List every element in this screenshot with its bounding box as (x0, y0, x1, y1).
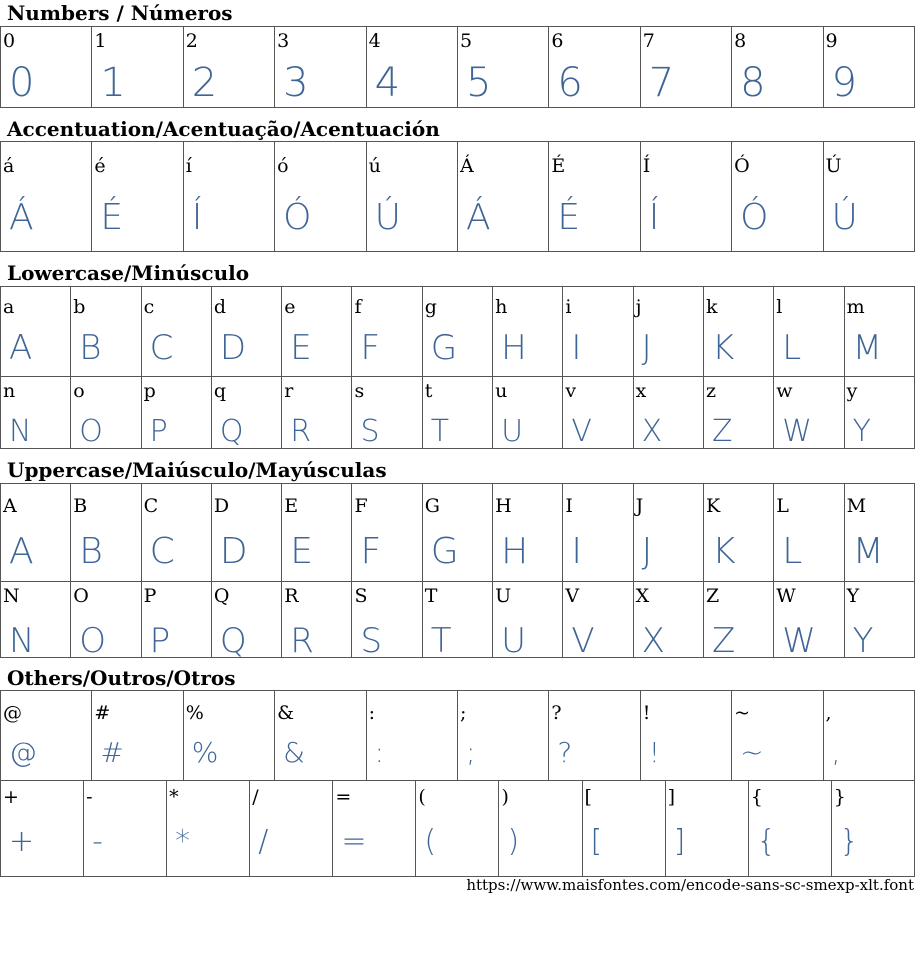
glyph-sample: W (782, 621, 816, 658)
glyph-key: x (635, 380, 647, 402)
glyph-cell-upper-b (71, 484, 141, 582)
glyph-key: k (705, 296, 718, 318)
glyph-sample: H (501, 531, 529, 572)
glyph-key: O (73, 585, 89, 607)
glyph-sample: V (571, 621, 595, 658)
glyph-cell-upper-v (563, 582, 633, 658)
glyph-cell-upper-k (703, 484, 773, 582)
glyph-cell-colon (366, 691, 457, 781)
glyph-cell-x (633, 377, 703, 449)
glyph-key: T (424, 585, 438, 607)
glyph-cell-w (774, 377, 844, 449)
glyph-sample: Ó (283, 197, 312, 238)
glyph-sample: N (9, 414, 32, 449)
glyph-key: N (3, 585, 20, 607)
glyph-sample: Z (711, 414, 733, 449)
glyph-sample: Í (648, 197, 660, 238)
glyph-sample: + (9, 824, 35, 859)
glyph-sample: U (501, 414, 524, 449)
glyph-sample: 4 (374, 60, 401, 106)
glyph-key: q (213, 380, 227, 402)
glyph-sample: Ó (740, 197, 769, 238)
glyph-cell-upper-s (352, 582, 422, 658)
glyph-key: - (86, 786, 93, 808)
glyph-cell-r (282, 377, 352, 449)
glyph-sample: Á (9, 197, 34, 238)
glyph-sample: F (360, 328, 381, 368)
glyph-key: Ó (734, 155, 750, 177)
glyph-key: j (635, 296, 642, 318)
glyph-key: v (565, 380, 577, 402)
glyph-key: u (495, 380, 508, 402)
glyph-sample: : (374, 736, 384, 769)
glyph-sample: X (641, 414, 663, 449)
glyph-sample: D (219, 328, 247, 368)
glyph-row (1, 484, 915, 582)
glyph-sample: H (501, 328, 527, 368)
glyph-key: ú (368, 155, 381, 177)
glyph-key: Y (846, 585, 860, 607)
glyph-sample: O (79, 621, 107, 658)
glyph-row (1, 142, 915, 252)
glyph-sample: 1 (100, 60, 126, 106)
glyph-row (1, 691, 915, 781)
glyph-cell-upper-n (1, 582, 71, 658)
glyph-sample: Á (465, 197, 491, 238)
glyph-cell-n (1, 377, 71, 449)
glyph-cell-ampersand (275, 691, 366, 781)
glyph-key: U (495, 585, 512, 607)
glyph-key: a (3, 296, 15, 318)
glyph-cell-uc1 (457, 142, 548, 252)
glyph-key: Q (213, 585, 230, 607)
glyph-key: F (354, 495, 368, 517)
glyph-key: 4 (368, 30, 381, 52)
glyph-cell-upper-g (422, 484, 492, 582)
glyph-cell-upper-q (211, 582, 281, 658)
glyph-key: 3 (277, 30, 290, 52)
glyph-sample: % (191, 736, 219, 769)
glyph-cell-semicolon (457, 691, 548, 781)
glyph-key: J (635, 495, 644, 517)
glyph-key: Á (459, 155, 474, 177)
glyph-cell-upper-w (774, 582, 844, 658)
glyph-key: R (284, 585, 299, 607)
glyph-cell-upper-t (422, 582, 492, 658)
glyph-sample: O (79, 414, 103, 449)
glyph-cell-upper-a (1, 484, 71, 582)
glyph-sample: * (175, 824, 191, 859)
glyph-cell-s (352, 377, 422, 449)
glyph-sample: B (79, 531, 103, 572)
glyph-sample: V (571, 414, 592, 449)
glyph-sample: G (430, 531, 459, 572)
glyph-cell-ue1 (1, 142, 92, 252)
glyph-cell-7 (640, 27, 731, 108)
glyph-sample: B (79, 328, 102, 368)
glyph-sample: 7 (648, 60, 675, 106)
glyph-sample: Q (219, 414, 244, 449)
glyph-cell-5 (457, 27, 548, 108)
glyph-sample: Ú (831, 197, 858, 238)
glyph-cell-h (493, 287, 563, 377)
glyph-sample: [ (590, 824, 603, 859)
glyph-key: X (635, 585, 650, 607)
glyph-key: h (495, 296, 508, 318)
glyph-sample: 8 (740, 60, 766, 106)
glyph-sample: { (756, 824, 776, 859)
glyph-cell-upper-o (71, 582, 141, 658)
glyph-key: w (776, 380, 793, 402)
glyph-key: & (277, 702, 295, 724)
glyph-sample: ( (424, 824, 437, 859)
glyph-sample: ~ (740, 736, 764, 769)
glyph-key: L (776, 495, 789, 517)
glyph-cell-3 (275, 27, 366, 108)
glyph-sample: & (283, 736, 306, 769)
glyph-key: } (833, 786, 846, 808)
glyph-key: P (143, 585, 157, 607)
glyph-sample: ) (507, 824, 520, 859)
glyph-sample: = (341, 824, 367, 859)
section-title-lowercase: Lowercase/Minúsculo (7, 261, 250, 285)
glyph-sample: Í (191, 197, 203, 238)
glyph-key: @ (3, 702, 22, 724)
glyph-key: C (143, 495, 159, 517)
glyph-sample: A (9, 531, 34, 572)
glyph-cell-ucd (640, 142, 731, 252)
glyph-sample: J (641, 531, 653, 572)
glyph-key: ] (667, 786, 676, 808)
glyph-sample: A (9, 328, 33, 368)
glyph-sample: 6 (557, 60, 583, 106)
glyph-key: d (213, 296, 227, 318)
glyph-cell-2 (183, 27, 274, 108)
glyph-key: : (368, 702, 375, 724)
glyph-cell-k (703, 287, 773, 377)
glyph-cell-question (549, 691, 640, 781)
glyph-sample: K (711, 328, 735, 368)
glyph-sample: U (501, 621, 526, 658)
glyph-sample: Z (711, 621, 736, 658)
numbers-table (0, 26, 915, 108)
glyph-cell-i (563, 287, 633, 377)
glyph-cell-uf3 (275, 142, 366, 252)
glyph-cell-upper-i (563, 484, 633, 582)
others-table-1 (0, 690, 915, 781)
glyph-key: m (846, 296, 865, 318)
glyph-key: Í (642, 155, 651, 177)
glyph-cell-1 (92, 27, 183, 108)
lowercase-table (0, 286, 915, 449)
glyph-cell-g (422, 287, 492, 377)
glyph-key: Ú (825, 155, 842, 177)
glyph-key: % (185, 702, 204, 724)
glyph-sample: K (711, 531, 736, 572)
glyph-sample: E (290, 531, 313, 572)
glyph-key: A (3, 495, 17, 517)
glyph-key: 5 (459, 30, 473, 52)
uppercase-table (0, 483, 915, 658)
glyph-key: y (846, 380, 858, 402)
glyph-key: + (3, 786, 19, 808)
glyph-cell-slash (250, 781, 333, 877)
glyph-key: o (73, 380, 85, 402)
glyph-sample: R (290, 414, 312, 449)
glyph-key: { (750, 786, 763, 808)
glyph-cell-l (774, 287, 844, 377)
glyph-cell-bracket-open (582, 781, 665, 877)
glyph-key: * (169, 786, 179, 808)
glyph-sample: T (430, 414, 450, 449)
glyph-cell-u (493, 377, 563, 449)
glyph-cell-paren-open (416, 781, 499, 877)
glyph-key: ~ (734, 702, 751, 724)
glyph-key: b (73, 296, 86, 318)
glyph-cell-q (211, 377, 281, 449)
glyph-cell-asterisk (167, 781, 250, 877)
glyph-sample: L (782, 531, 803, 572)
glyph-key: l (776, 296, 783, 318)
glyph-cell-upper-m (844, 484, 914, 582)
glyph-cell-c (141, 287, 211, 377)
glyph-cell-e (282, 287, 352, 377)
glyph-cell-upper-z (703, 582, 773, 658)
glyph-cell-4 (366, 27, 457, 108)
glyph-sample: Q (219, 621, 247, 658)
glyph-cell-tilde (732, 691, 823, 781)
glyph-sample: } (839, 824, 859, 859)
glyph-key: r (284, 380, 294, 402)
glyph-row (1, 27, 915, 108)
glyph-key: , (825, 702, 832, 724)
glyph-cell-8 (732, 27, 823, 108)
glyph-sample: 2 (191, 60, 218, 106)
glyph-sample: É (557, 197, 581, 238)
glyph-sample: N (9, 621, 35, 658)
glyph-key: á (3, 155, 15, 177)
glyph-key: t (424, 380, 433, 402)
glyph-key: ) (501, 786, 509, 808)
glyph-row (1, 582, 915, 658)
glyph-cell-upper-j (633, 484, 703, 582)
glyph-sample: M (852, 328, 882, 368)
glyph-sample: R (290, 621, 314, 658)
glyph-key: É (551, 155, 566, 177)
glyph-cell-v (563, 377, 633, 449)
glyph-key: I (565, 495, 573, 517)
glyph-key: Z (705, 585, 720, 607)
glyph-key: 2 (185, 30, 198, 52)
glyph-sample: # (100, 736, 124, 769)
glyph-key: s (354, 380, 365, 402)
glyph-sample: T (430, 621, 452, 658)
glyph-sample: - (92, 824, 103, 859)
glyph-sample: E (290, 328, 312, 368)
glyph-sample: F (360, 531, 382, 572)
glyph-cell-uda (823, 142, 914, 252)
glyph-sample: X (641, 621, 665, 658)
glyph-cell-ue9 (92, 142, 183, 252)
glyph-key: ó (277, 155, 289, 177)
glyph-sample: C (149, 328, 174, 368)
glyph-cell-paren-close (499, 781, 582, 877)
glyph-cell-upper-p (141, 582, 211, 658)
glyph-cell-p (141, 377, 211, 449)
glyph-cell-comma (823, 691, 914, 781)
glyph-key: # (94, 702, 111, 724)
glyph-key: n (3, 380, 16, 402)
glyph-cell-minus (84, 781, 167, 877)
glyph-cell-o (71, 377, 141, 449)
accents-table (0, 141, 915, 252)
glyph-sample: P (149, 621, 171, 658)
glyph-key: E (284, 495, 299, 517)
section-title-accents: Accentuation/Acentuação/Acentuación (7, 117, 440, 141)
glyph-sample: G (430, 328, 458, 368)
glyph-cell-b (71, 287, 141, 377)
glyph-cell-upper-c (141, 484, 211, 582)
glyph-cell-f (352, 287, 422, 377)
glyph-cell-upper-l (774, 484, 844, 582)
glyph-sample: / (258, 824, 269, 859)
glyph-cell-at (1, 691, 92, 781)
glyph-cell-upper-f (352, 484, 422, 582)
glyph-cell-upper-r (282, 582, 352, 658)
glyph-cell-upper-d (211, 484, 281, 582)
glyph-key: 6 (551, 30, 564, 52)
glyph-key: G (424, 495, 440, 517)
glyph-key: V (565, 585, 580, 607)
glyph-sample: @ (9, 736, 37, 769)
glyph-key: M (846, 495, 867, 517)
glyph-cell-ufa (366, 142, 457, 252)
glyph-sample: M (852, 531, 884, 572)
glyph-sample: S (360, 414, 380, 449)
glyph-cell-bracket-close (665, 781, 748, 877)
glyph-cell-0 (1, 27, 92, 108)
glyph-key: i (565, 296, 572, 318)
glyph-key: p (143, 380, 156, 402)
glyph-key: / (252, 786, 259, 808)
glyph-sample: Y (852, 621, 874, 658)
glyph-row (1, 377, 915, 449)
glyph-key: 8 (734, 30, 747, 52)
glyph-sample: ] (673, 824, 686, 859)
glyph-key: S (354, 585, 368, 607)
glyph-cell-upper-e (282, 484, 352, 582)
glyph-key: = (335, 786, 352, 808)
glyph-sample: 5 (465, 60, 492, 106)
footer-url[interactable]: https://www.maisfontes.com/encode-sans-sc-smexp-xlt.font (466, 876, 914, 894)
glyph-key: g (424, 296, 437, 318)
glyph-sample: Y (852, 414, 871, 449)
glyph-key: c (143, 296, 155, 318)
glyph-key: ; (459, 702, 467, 724)
glyph-key: B (73, 495, 88, 517)
glyph-sample: P (149, 414, 168, 449)
glyph-key: W (776, 585, 796, 607)
glyph-sample: J (641, 328, 652, 368)
glyph-cell-d (211, 287, 281, 377)
glyph-cell-exclamation (640, 691, 731, 781)
glyph-sample: 3 (283, 60, 309, 106)
glyph-sample: C (149, 531, 175, 572)
glyph-sample: ! (648, 736, 660, 769)
glyph-cell-brace-open (748, 781, 831, 877)
glyph-cell-m (844, 287, 914, 377)
glyph-cell-brace-close (831, 781, 914, 877)
glyph-cell-a (1, 287, 71, 377)
glyph-cell-plus (1, 781, 84, 877)
glyph-sample: É (100, 197, 124, 238)
glyph-sample: 9 (831, 60, 857, 106)
glyph-sample: ? (557, 736, 573, 769)
glyph-key: 7 (642, 30, 655, 52)
glyph-sample: S (360, 621, 383, 658)
glyph-key: 0 (3, 30, 16, 52)
glyph-sample: ; (465, 736, 476, 769)
glyph-cell-y (844, 377, 914, 449)
glyph-sample: I (571, 328, 582, 368)
glyph-key: é (94, 155, 106, 177)
glyph-key: D (213, 495, 230, 517)
glyph-cell-ud3 (732, 142, 823, 252)
glyph-sample: L (782, 328, 802, 368)
glyph-key: z (705, 380, 716, 402)
glyph-row (1, 287, 915, 377)
glyph-sample: 0 (9, 60, 35, 106)
glyph-cell-upper-x (633, 582, 703, 658)
glyph-key: K (705, 495, 721, 517)
glyph-key: 9 (825, 30, 838, 52)
glyph-cell-upper-h (493, 484, 563, 582)
glyph-cell-percent (183, 691, 274, 781)
glyph-row (1, 781, 915, 877)
glyph-key: e (284, 296, 296, 318)
glyph-cell-6 (549, 27, 640, 108)
glyph-cell-upper-u (493, 582, 563, 658)
glyph-cell-hash (92, 691, 183, 781)
glyph-sample: I (571, 531, 582, 572)
glyph-key: í (185, 155, 192, 177)
glyph-key: ? (551, 702, 562, 724)
section-title-uppercase: Uppercase/Maiúsculo/Mayúsculas (7, 458, 387, 482)
glyph-key: H (495, 495, 512, 517)
section-title-others: Others/Outros/Otros (7, 666, 236, 690)
glyph-cell-ued (183, 142, 274, 252)
glyph-key: 1 (94, 30, 107, 52)
glyph-sample: , (831, 736, 841, 769)
glyph-key: ( (418, 786, 426, 808)
glyph-cell-t (422, 377, 492, 449)
glyph-cell-z (703, 377, 773, 449)
others-table-2 (0, 780, 915, 877)
glyph-cell-uc9 (549, 142, 640, 252)
glyph-key: ! (642, 702, 651, 724)
section-title-numbers: Numbers / Números (7, 1, 233, 25)
glyph-key: [ (584, 786, 592, 808)
glyph-sample: Ú (374, 197, 401, 238)
glyph-sample: W (782, 414, 812, 449)
glyph-sample: D (219, 531, 248, 572)
glyph-cell-9 (823, 27, 914, 108)
glyph-cell-j (633, 287, 703, 377)
glyph-cell-equals (333, 781, 416, 877)
glyph-key: f (354, 296, 362, 318)
glyph-cell-upper-y (844, 582, 914, 658)
